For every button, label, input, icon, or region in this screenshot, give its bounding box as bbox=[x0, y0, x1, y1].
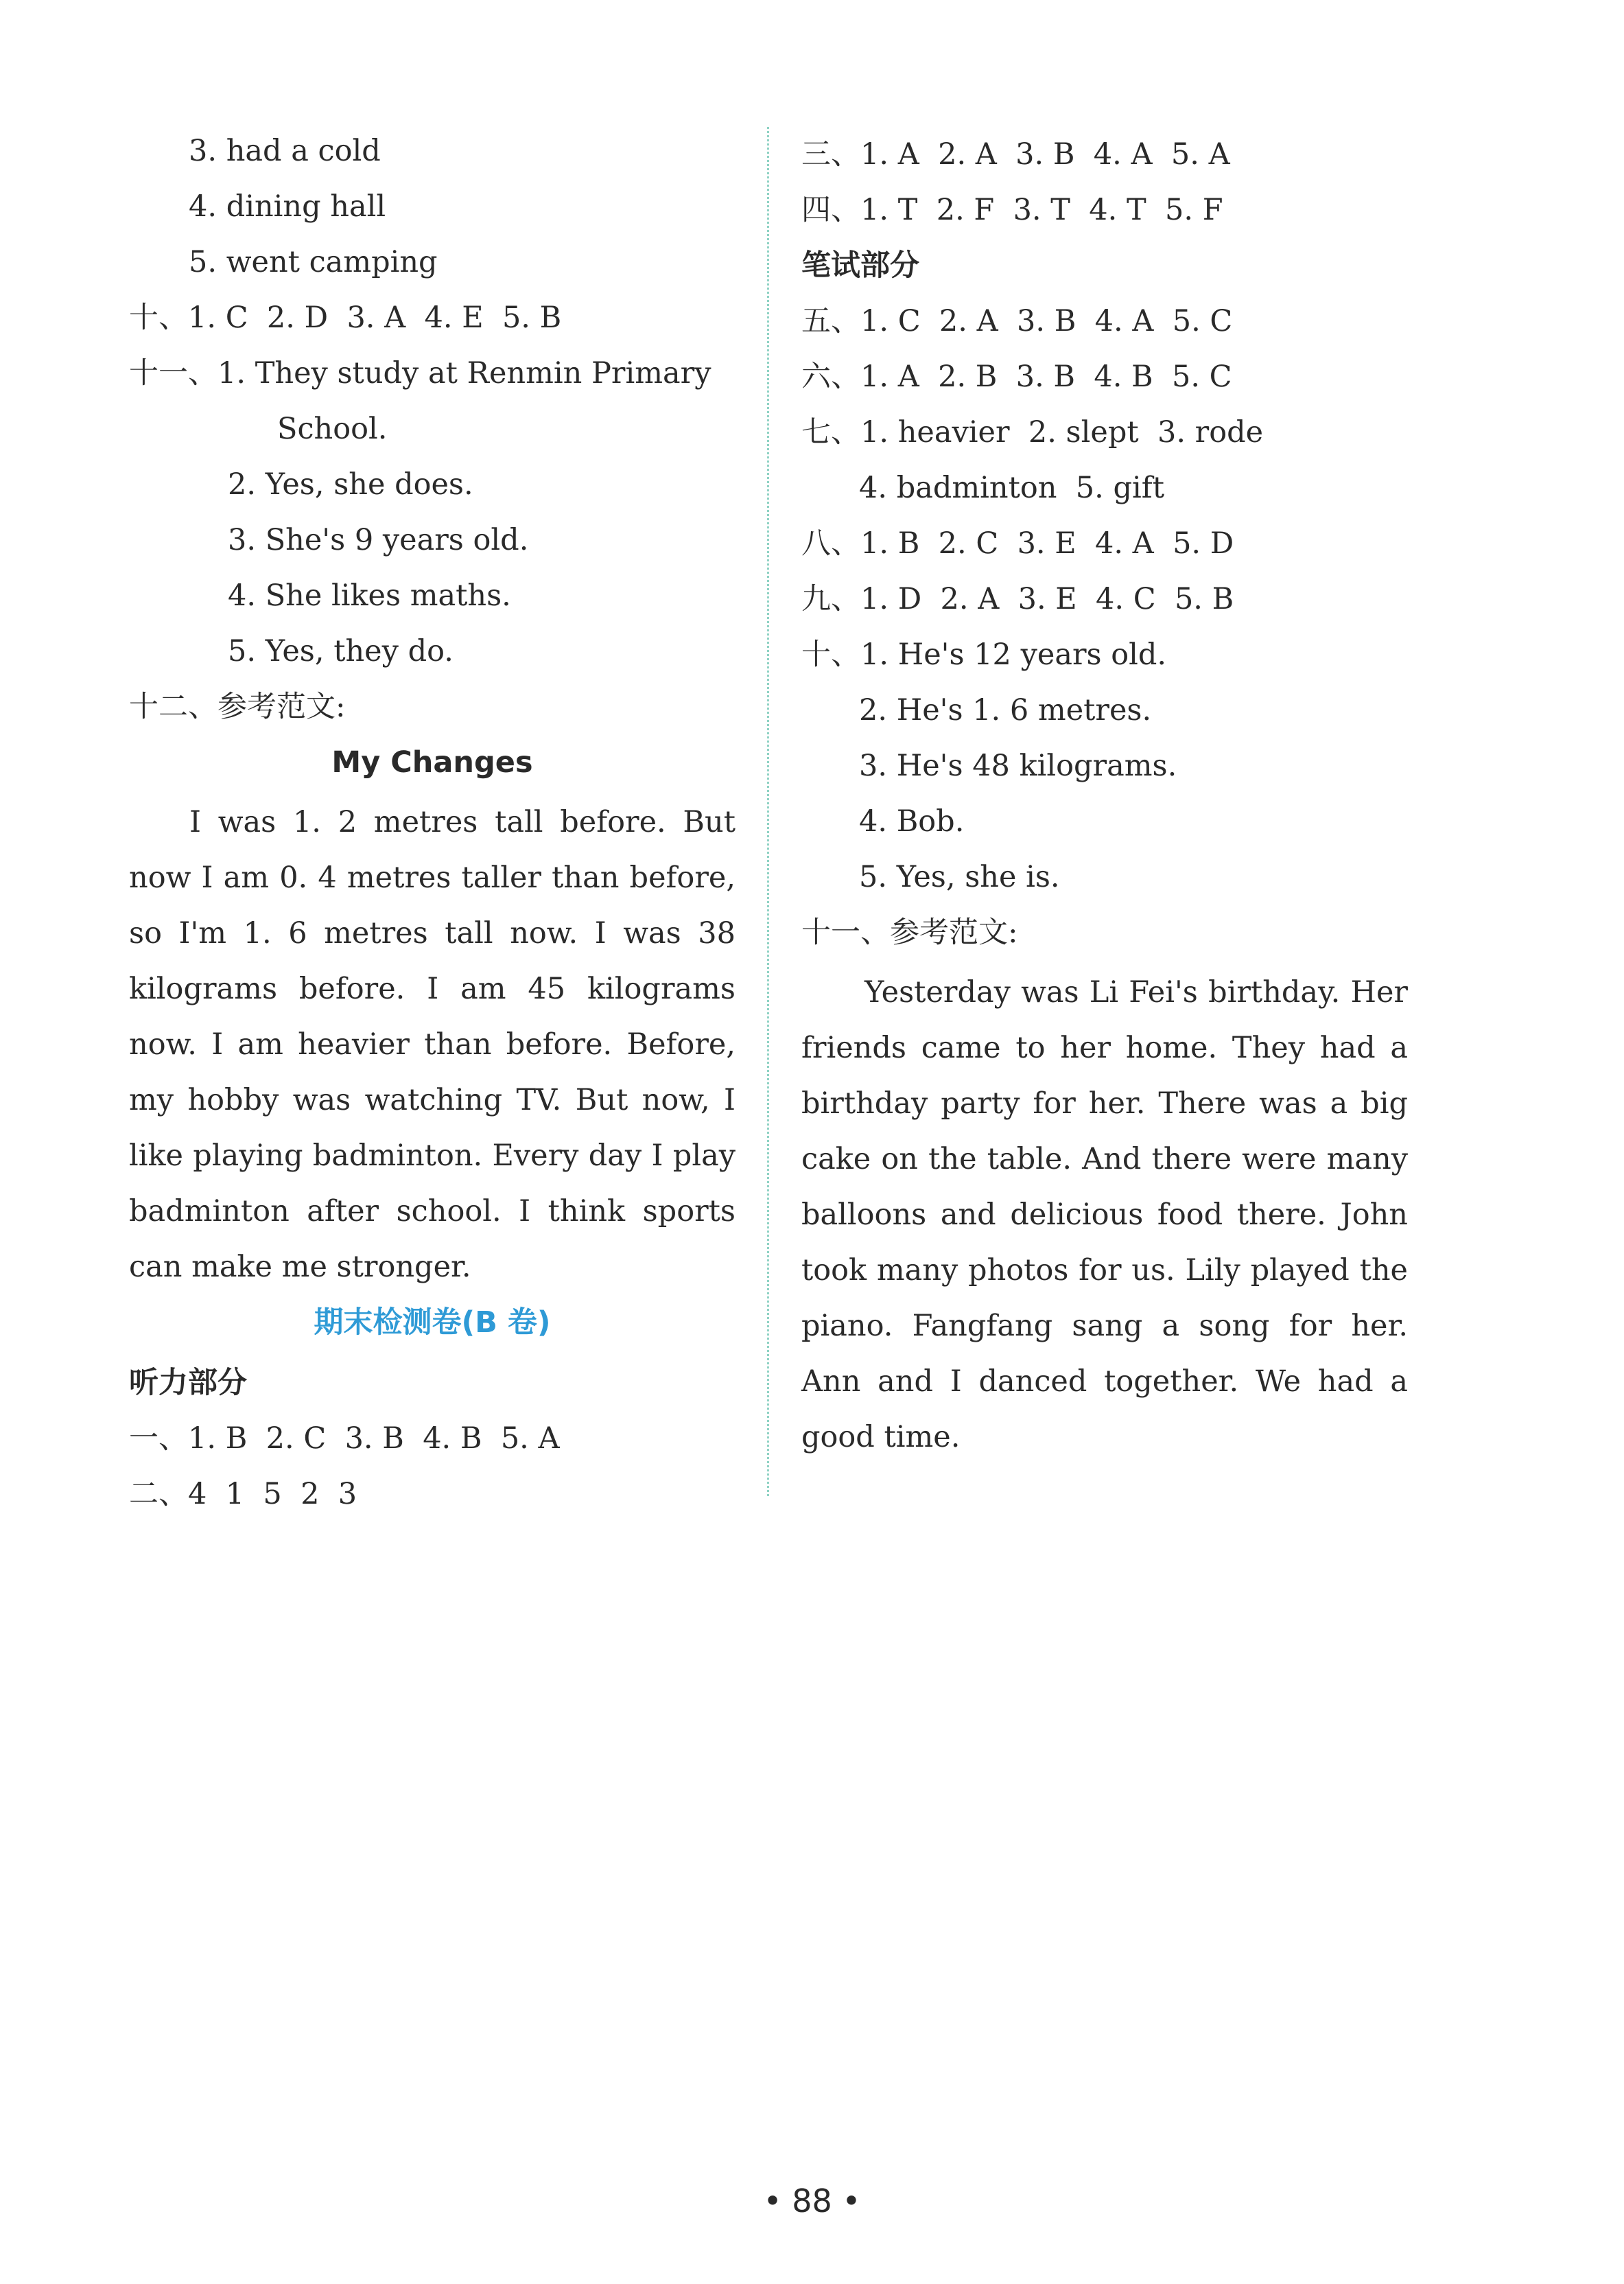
answer-line: 3. She's 9 years old. bbox=[228, 523, 529, 557]
answer-line: 4. She likes maths. bbox=[228, 579, 511, 613]
writing-heading: 笔试部分 bbox=[801, 248, 919, 283]
section-8-answers: 八、1. B 2. C 3. E 4. A 5. D bbox=[801, 526, 1234, 561]
answer-line: 4. Bob. bbox=[859, 804, 965, 839]
section-2-answers: 二、4 1 5 2 3 bbox=[129, 1477, 357, 1511]
page-number: • 88 • bbox=[763, 2182, 861, 2219]
section-title: 期末检测卷(B 卷) bbox=[314, 1305, 551, 1340]
section-12-heading: 十二、参考范文: bbox=[129, 690, 346, 724]
section-10-answers: 十、1. C 2. D 3. A 4. E 5. B bbox=[129, 301, 562, 335]
section-1-answers: 一、1. B 2. C 3. B 4. B 5. A bbox=[129, 1421, 560, 1456]
listening-heading: 听力部分 bbox=[129, 1366, 247, 1400]
essay-paragraph: Yesterday was Li Fei's birthday. Her friends came to her home. They had a birthday party for her. There was a big cake on the table. And there were many balloons and delicious food there. John took many photos for us. Lily played the piano. Fangfang sang a song for her. Ann and I danced together. We had a good time. bbox=[801, 975, 1408, 1454]
section-4-answers: 四、1. T 2. F 3. T 4. T 5. F bbox=[801, 193, 1223, 227]
answer-line: 2. Yes, she does. bbox=[228, 467, 473, 502]
answer-line: 2. He's 1. 6 metres. bbox=[859, 693, 1152, 727]
answer-line: 3. He's 48 kilograms. bbox=[859, 749, 1177, 783]
section-10-answers: 十、1. He's 12 years old. bbox=[801, 638, 1167, 672]
section-3-answers: 三、1. A 2. A 3. B 4. A 5. A bbox=[801, 137, 1230, 172]
section-11-heading: 十一、1. They study at Renmin Primary bbox=[129, 356, 711, 391]
answer-line-continued: School. bbox=[277, 412, 388, 446]
section-7-answers-continued: 4. badminton 5. gift bbox=[859, 471, 1164, 505]
section-11-heading: 十一、参考范文: bbox=[801, 916, 1018, 950]
essay-paragraph: I was 1. 2 metres tall before. But now I am 0. 4 metres taller than before, so I'm 1. 6 metres tall now. I was 38 kilograms before. I am 45 kilograms now. I am heavier than before. Before, my hobby was watching TV. But now, I like playing badminton. Every day I play badminton after school. I think sports can make me stronger. bbox=[129, 805, 735, 1284]
answer-line: 5. went camping bbox=[189, 245, 438, 279]
column-divider bbox=[767, 127, 769, 1496]
section-6-answers: 六、1. A 2. B 3. B 4. B 5. C bbox=[801, 360, 1232, 394]
section-7-answers: 七、1. heavier 2. slept 3. rode bbox=[801, 415, 1264, 450]
essay-title: My Changes bbox=[331, 745, 533, 780]
answer-line: 5. Yes, they do. bbox=[228, 634, 454, 668]
answer-line: 5. Yes, she is. bbox=[859, 860, 1060, 894]
answer-line: 4. dining hall bbox=[189, 189, 386, 224]
section-5-answers: 五、1. C 2. A 3. B 4. A 5. C bbox=[801, 304, 1233, 338]
answer-line: 3. had a cold bbox=[189, 134, 381, 168]
section-9-answers: 九、1. D 2. A 3. E 4. C 5. B bbox=[801, 582, 1234, 616]
